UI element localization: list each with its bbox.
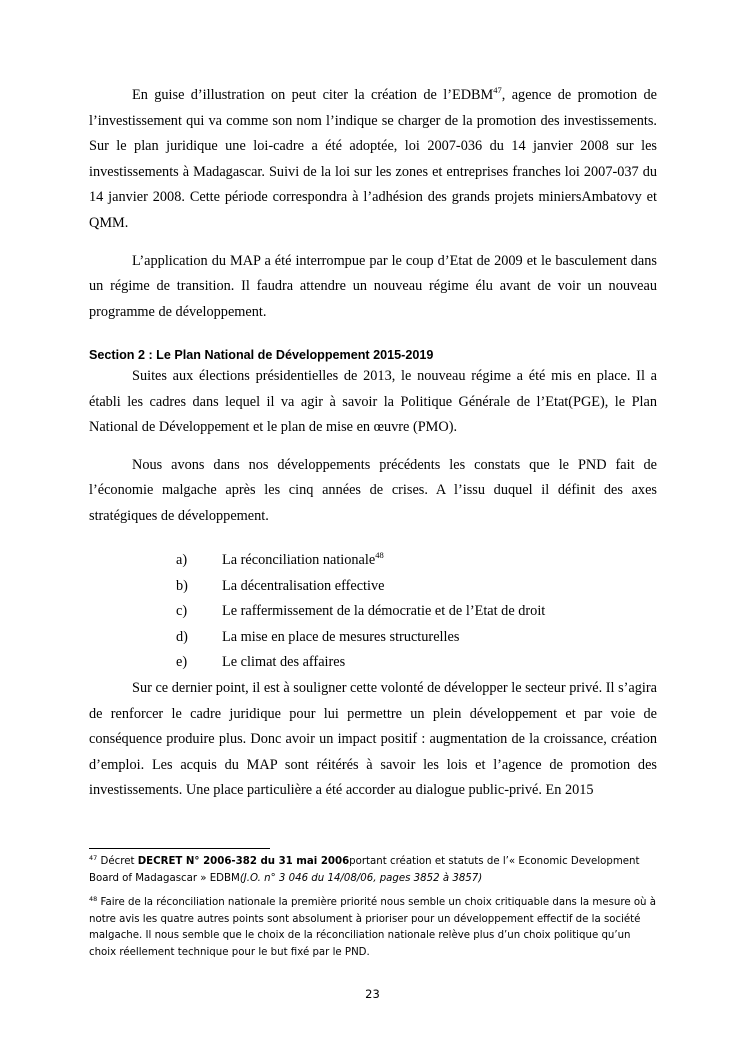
list-item-letter: c)	[176, 603, 188, 620]
body-text-upper	[89, 83, 657, 325]
list-item-text: La mise en place de mesures structurelles	[222, 628, 460, 645]
list-item	[176, 625, 545, 651]
paragraph-edbm: En guise d’illustration on peut citer la création de l’EDBM$^{47}$, agence de promotion de l’investissement qui va comme son nom l’indique se charger de la promotion des investissements. Sur le plan juridique une loi-cadre a été adoptée, loi 2007-036 du 14 janvier 2008 sur les investissements à Madagascar. Suivi de la loi sur les zones et entreprises franches loi 2007-037 du 14 janvier 2008. Cette période correspondra à l’adhésion des grands projets miniersAmbatovy et QMM.	[89, 85, 657, 231]
body-text-middle	[89, 364, 657, 530]
footnote-48: $^{48}$ Faire de la réconciliation nationale la première priorité nous semble un choix critiquable dans la mesure où à notre avis les quatre autres points sont absolument à prioriser pour un développement effectif de la société malgache. Il nous semble que le choix de la réconciliation nationale relève plus d’un choix politique qu’un choix réellement technique pour le but fixé par le PND.	[89, 895, 656, 958]
body-text-lower	[89, 676, 657, 804]
footnotes	[89, 854, 659, 969]
list-item-letter: b)	[176, 577, 188, 594]
footnote-ref-47[interactable]: 47	[493, 85, 502, 95]
footnote-number: 47	[89, 854, 98, 862]
paragraph-secteur-prive: Sur ce dernier point, il est à souligner cette volonté de développer le secteur privé. Il s’agira de renforcer le cadre juridique pour lui permettre un plein développement et par voie de conséquence produire plus. Donc avoir un impact positif : augmentation de la croissance, création d’emploi. Les acquis du MAP sont réitérés à savoir les lois et l’agence de promotion des investissements. Une place particulière a été accorder au dialogue public-privé. En 2015	[89, 680, 657, 799]
paragraph-elections: Suites aux élections présidentielles de 2013, le nouveau régime a été mis en place. Il a établi les cadres dans lequel il va agir à savoir la Politique Générale de l’Etat(PGE), le Plan National de Développement et le plan de mise en œuvre (PMO).	[89, 368, 657, 436]
list-item	[176, 599, 545, 625]
decree-title: DECRET N° 2006-382 du 31 mai 2006	[137, 856, 350, 867]
footnote-number: 48	[89, 895, 98, 903]
page-number: 23	[365, 987, 380, 1001]
list-item-text: La décentralisation effective	[222, 577, 385, 594]
list-item-text: La réconciliation nationale	[222, 552, 376, 568]
list-item	[176, 650, 545, 676]
list-item-text: Le climat des affaires	[222, 654, 346, 671]
footnote-47: $^{47}$ Décret DECRET N° 2006-382 du 31 mai 2006portant création et statuts de l’« Economic Development Board of Madagascar » EDBM(J.O. n° 3 046 du 14/08/06, pages 3852 à 3857)	[89, 854, 640, 884]
list-item-letter: a)	[176, 552, 188, 568]
journal-reference: (J.O. n° 3 046 du 14/08/06, pages 3852 à 3857)	[239, 872, 483, 884]
list-item-letter: e)	[176, 654, 188, 671]
strategic-axes-list	[176, 548, 545, 676]
footnote-separator	[89, 848, 270, 849]
list-item	[176, 574, 545, 600]
list-item	[176, 548, 545, 574]
list-item-letter: d)	[176, 628, 188, 645]
paragraph-constats: Nous avons dans nos développements précédents les constats que le PND fait de l’économie malgache après les cinq années de crises. A l’issu duquel il définit des axes stratégiques de développement.	[89, 456, 657, 524]
list-item-text: Le raffermissement de la démocratie et de l’Etat de droit	[222, 603, 546, 620]
paragraph-map-interrupted: L’application du MAP a été interrompue par le coup d’Etat de 2009 et le basculement dans un régime de transition. Il faudra attendre un nouveau régime élu avant de voir un nouveau programme de développement.	[89, 252, 657, 320]
footnote-ref-48[interactable]: 48	[375, 550, 384, 560]
section-heading: Section 2 : Le Plan National de Développement 2015-2019	[89, 348, 434, 362]
